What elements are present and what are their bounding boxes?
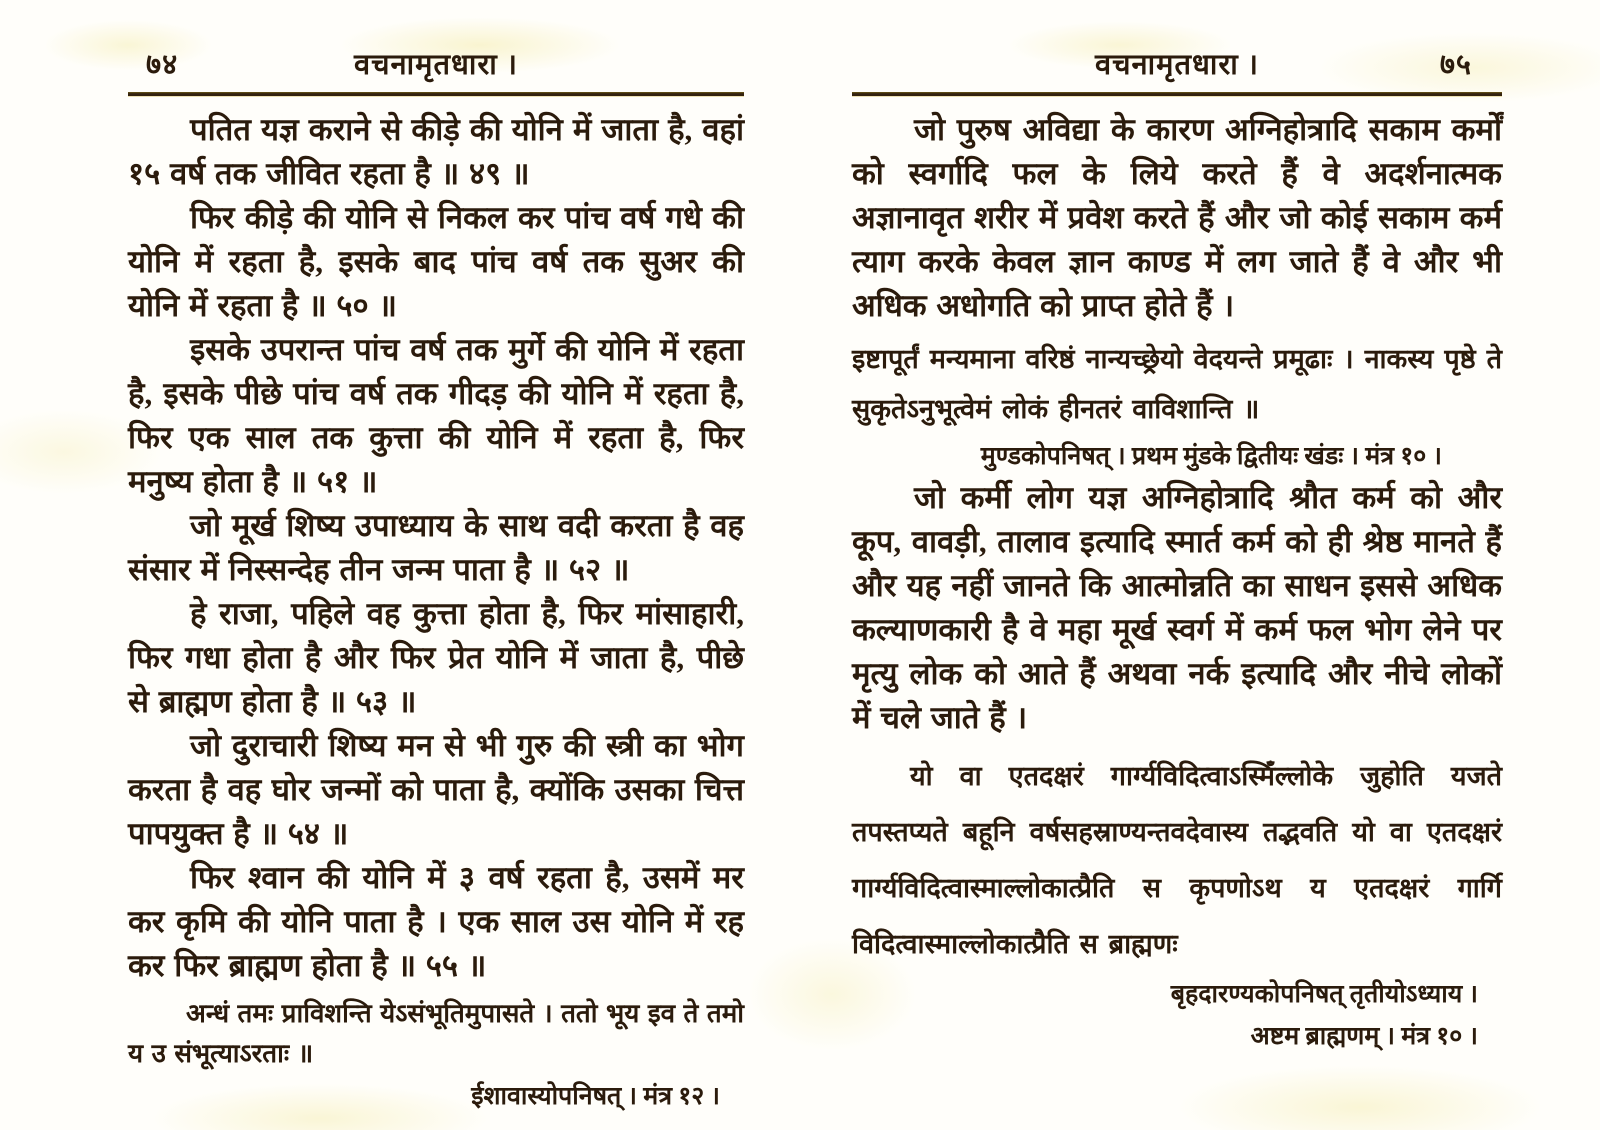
paragraph-50: फिर कीड़े की योनि से निकल कर पांच वर्ष गधे की योनि में रहता है, इसके बाद पांच वर्ष तक सुअर की योनि में रहता है ॥ ५० ॥ bbox=[128, 200, 744, 323]
right-header-rule bbox=[852, 92, 1502, 96]
paragraph-51: इसके उपरान्त पांच वर्ष तक मुर्गे की योनि में रहता है, इसके पीछे पांच वर्ष तक गीदड़ की योनि में रहता है, फिर एक साल तक कुत्ता की योनि में रहता है, फिर मनुष्य होता है ॥ ५१ ॥ bbox=[128, 332, 744, 499]
citation-mundaka: मुण्डकोपनिषत् । प्रथम मुंडके द्वितीयः खंडः । मंत्र १० । bbox=[980, 443, 1442, 470]
citation-brihadaranyaka-line2: अष्टम ब्राह्मणम् । मंत्र १० । bbox=[1250, 1023, 1478, 1050]
right-page-header bbox=[852, 44, 1502, 88]
paragraph-karma-sakam: जो पुरुष अविद्या के कारण अग्निहोत्रादि सकाम कर्मों को स्वर्गादि फल के लिये करते हैं वे अदर्शनात्मक अज्ञानावृत शरीर में प्रवेश करते हैं और जो कोई सकाम कर्म त्याग करके केवल ज्ञान काण्ड में लग जाते हैं वे और भी अधिक अधोगति को प्राप्त होते हैं । bbox=[852, 112, 1502, 323]
paragraph-karmi-log: जो कर्मी लोग यज्ञ अग्निहोत्रादि श्रौत कर्म को और कूप, वावड़ी, तालाव इत्यादि स्मार्त कर्म को ही श्रेष्ठ मानते हैं और यह नहीं जानते कि आत्मोन्नति का साधन इससे अधिक कल्याणकारी है वे महा मूर्ख स्वर्ग में कर्म फल भोग लेने पर मृत्यु लोक को आते हैं अथवा नर्क इत्यादि और नीचे लोकों में चले जाते हैं । bbox=[852, 480, 1502, 735]
sanskrit-verse-mundaka: इष्टापूर्तं मन्यमाना वरिष्ठं नान्यच्छ्रेयो वेदयन्ते प्रमूढाः । नाकस्य पृष्ठे ते सुकृतेऽनुभूत्वेमं लोकं हीनतरं वाविशान्ति ॥ bbox=[852, 344, 1502, 424]
citation-brihadaranyaka-line1: बृहदारण्यकोपनिषत् तृतीयोऽध्याय । bbox=[1170, 981, 1478, 1008]
right-page bbox=[852, 44, 1502, 1056]
paragraph-53: हे राजा, पहिले वह कुत्ता होता है, फिर मांसाहारी, फिर गधा होता है और फिर प्रेत योनि में जाता है, पीछे से ब्राह्मण होता है ॥ ५३ ॥ bbox=[128, 596, 744, 719]
paragraph-52: जो मूर्ख शिष्य उपाध्याय के साथ वदी करता है वह संसार में निस्सन्देह तीन जन्म पाता है ॥ ५२ ॥ bbox=[128, 508, 744, 587]
sanskrit-verse-brihadaranyaka: यो वा एतदक्षरं गार्ग्यविदित्वाऽस्मिँल्लोके जुहोति यजते तपस्तप्यते बहूनि वर्षसहस्राण्यन्तवदेवास्य तद्भवति यो वा एतदक्षरं गार्ग्यविदित्वास्माल्लोकात्प्रैति स कृपणोऽथ य एतदक्षरं गार्गि विदित्वास्माल्लोकात्प्रैति स ब्राह्मणः bbox=[852, 761, 1502, 959]
citation-isha: ईशावास्योपनिषत् । मंत्र १२ । bbox=[471, 1083, 720, 1110]
right-page-title: वचनामृतधारा । bbox=[1095, 49, 1259, 81]
left-page-header bbox=[128, 44, 744, 88]
paragraph-54: जो दुराचारी शिष्य मन से भी गुरु की स्त्री का भोग करता है वह घोर जन्मों को पाता है, क्योंकि उसका चित्त पापयुक्त है ॥ ५४ ॥ bbox=[128, 728, 744, 851]
left-page-number: ७४ bbox=[146, 49, 179, 81]
sanskrit-verse-isha: अन्धं तमः प्राविशन्ति येऽसंभूतिमुपासते । ततो भूय इव ते तमो य उ संभूत्याऽरताः ॥ bbox=[128, 999, 744, 1068]
left-page bbox=[128, 44, 744, 1116]
paragraph-55: फिर श्वान की योनि में ३ वर्ष रहता है, उसमें मर कर कृमि की योनि पाता है । एक साल उस योनि में रह कर फिर ब्राह्मण होता है ॥ ५५ ॥ bbox=[128, 860, 744, 983]
paragraph-49: पतित यज्ञ कराने से कीड़े की योनि में जाता है, वहां १५ वर्ष तक जीवित रहता है ॥ ४९ ॥ bbox=[128, 112, 744, 191]
left-page-title: वचनामृतधारा । bbox=[354, 49, 518, 81]
left-header-rule bbox=[128, 92, 744, 96]
right-page-number: ७५ bbox=[1439, 49, 1472, 81]
